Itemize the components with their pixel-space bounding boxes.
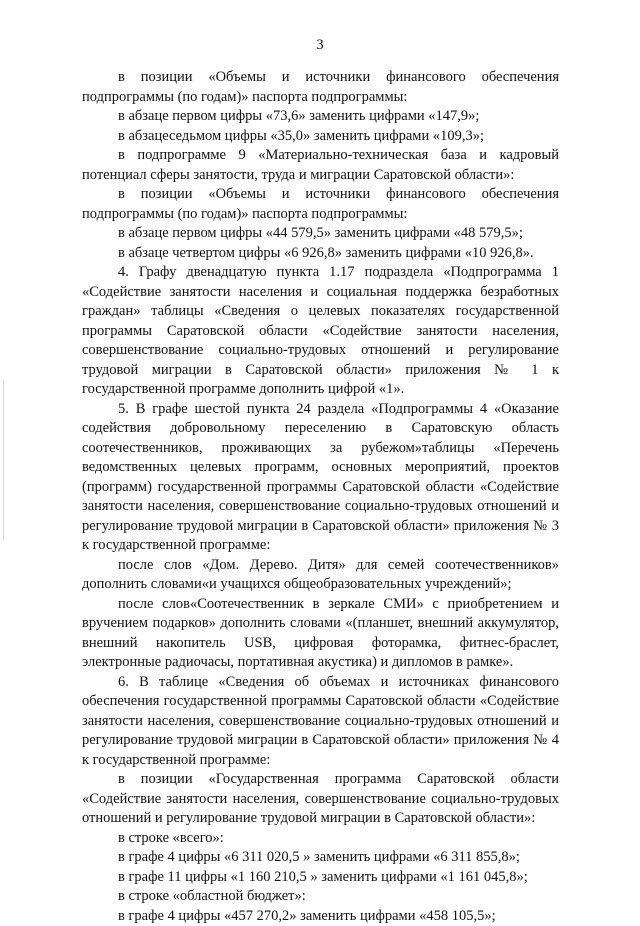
paragraph-column-4-replace-2: в графе 4 цифры «457 270,2» заменить цифрами «458 105,5»;	[82, 907, 559, 926]
paragraph-first-abzac-replace-2: в абзаце первом цифры «44 579,5» заменить цифрами «48 579,5»;	[82, 224, 559, 244]
paragraph-fourth-abzac-replace: в абзаце четвертом цифры «6 926,8» заменить цифрами «10 926,8».	[82, 244, 559, 264]
paragraph-first-abzac-replace: в абзаце первом цифры «73,6» заменить цифрами «147,9»;	[82, 107, 559, 127]
paragraph-row-total: в строке «всего»:	[82, 829, 559, 849]
paragraph-state-program-position: в позиции «Государственная программа Саратовской области «Содействие занятости населения, совершенствование социально-трудовых отношений и регулирование трудовой миграции в Саратовской области»:	[82, 770, 559, 829]
paragraph-column-11-replace: в графе 11 цифры «1 160 210,5 » заменить цифрами «1 161 045,8»;	[82, 868, 559, 888]
page-number: 3	[0, 36, 640, 54]
paragraph-item-4: 4. Графу двенадцатую пункта 1.17 подраздела «Подпрограмма 1 «Содействие занятости населения и социальная поддержка безработных граждан» таблицы «Сведения о целевых показателях государственной программы Саратовской области «Содействие занятости населения, совершенствование социально-трудовых отношений и регулирование трудовой миграции в Саратовской области» приложения № 1 к государственной программе дополнить цифрой «1».	[82, 263, 559, 400]
paragraph-subprogram-9: в подпрограмме 9 «Материально-техническая база и кадровый потенциал сферы занятости, труда и миграции Саратовской области»:	[82, 146, 559, 185]
paragraph-sources-position-2: в позиции «Объемы и источники финансового обеспечения подпрограммы (по годам)» паспорта подпрограммы:	[82, 185, 559, 224]
paragraph-sources-position: в позиции «Объемы и источники финансового обеспечения подпрограммы (по годам)» паспорта подпрограммы:	[82, 68, 559, 107]
paragraph-item-6: 6. В таблице «Сведения об объемах и источниках финансового обеспечения государственной программы Саратовской области «Содействие занятости населения, совершенствование социально-трудовых отношений и регулирование трудовой миграции в Саратовской области» приложения № 4 к государственной программе:	[82, 673, 559, 771]
paragraph-row-regional-budget: в строке «областной бюджет»:	[82, 887, 559, 907]
paragraph-after-words-smi: после слов«Соотечественник в зеркале СМИ» с приобретением и вручением подарков» дополнить словами «(планшет, внешний аккумулятор, внешний накопитель USB, цифровая фоторамка, фитнес-браслет, электронные радиочасы, портативная акустика) и дипломов в рамке».	[82, 595, 559, 673]
paragraph-item-5: 5. В графе шестой пункта 24 раздела «Подпрограммы 4 «Оказание содействия добровольному переселению в Саратовскую область соотечественников, проживающих за рубежом»таблицы «Перечень ведомственных целевых программ, основных мероприятий, проектов (программ) государственной программы Саратовской области «Содействие занятости населения, совершенствование социально-трудовых отношений и регулирование трудовой миграции в Саратовской области» приложения № 3 к государственной программе:	[82, 400, 559, 556]
paragraph-column-4-replace: в графе 4 цифры «6 311 020,5 » заменить цифрами «6 311 855,8»;	[82, 848, 559, 868]
scan-edge-mark	[3, 380, 4, 540]
document-body	[82, 68, 559, 926]
paragraph-after-words-dom-derevo: после слов «Дом. Дерево. Дитя» для семей соотечественников» дополнить словами«и учащихся общеобразовательных учреждений»;	[82, 556, 559, 595]
paragraph-seventh-abzac-replace: в абзацеседьмом цифры «35,0» заменить цифрами «109,3»;	[82, 127, 559, 147]
